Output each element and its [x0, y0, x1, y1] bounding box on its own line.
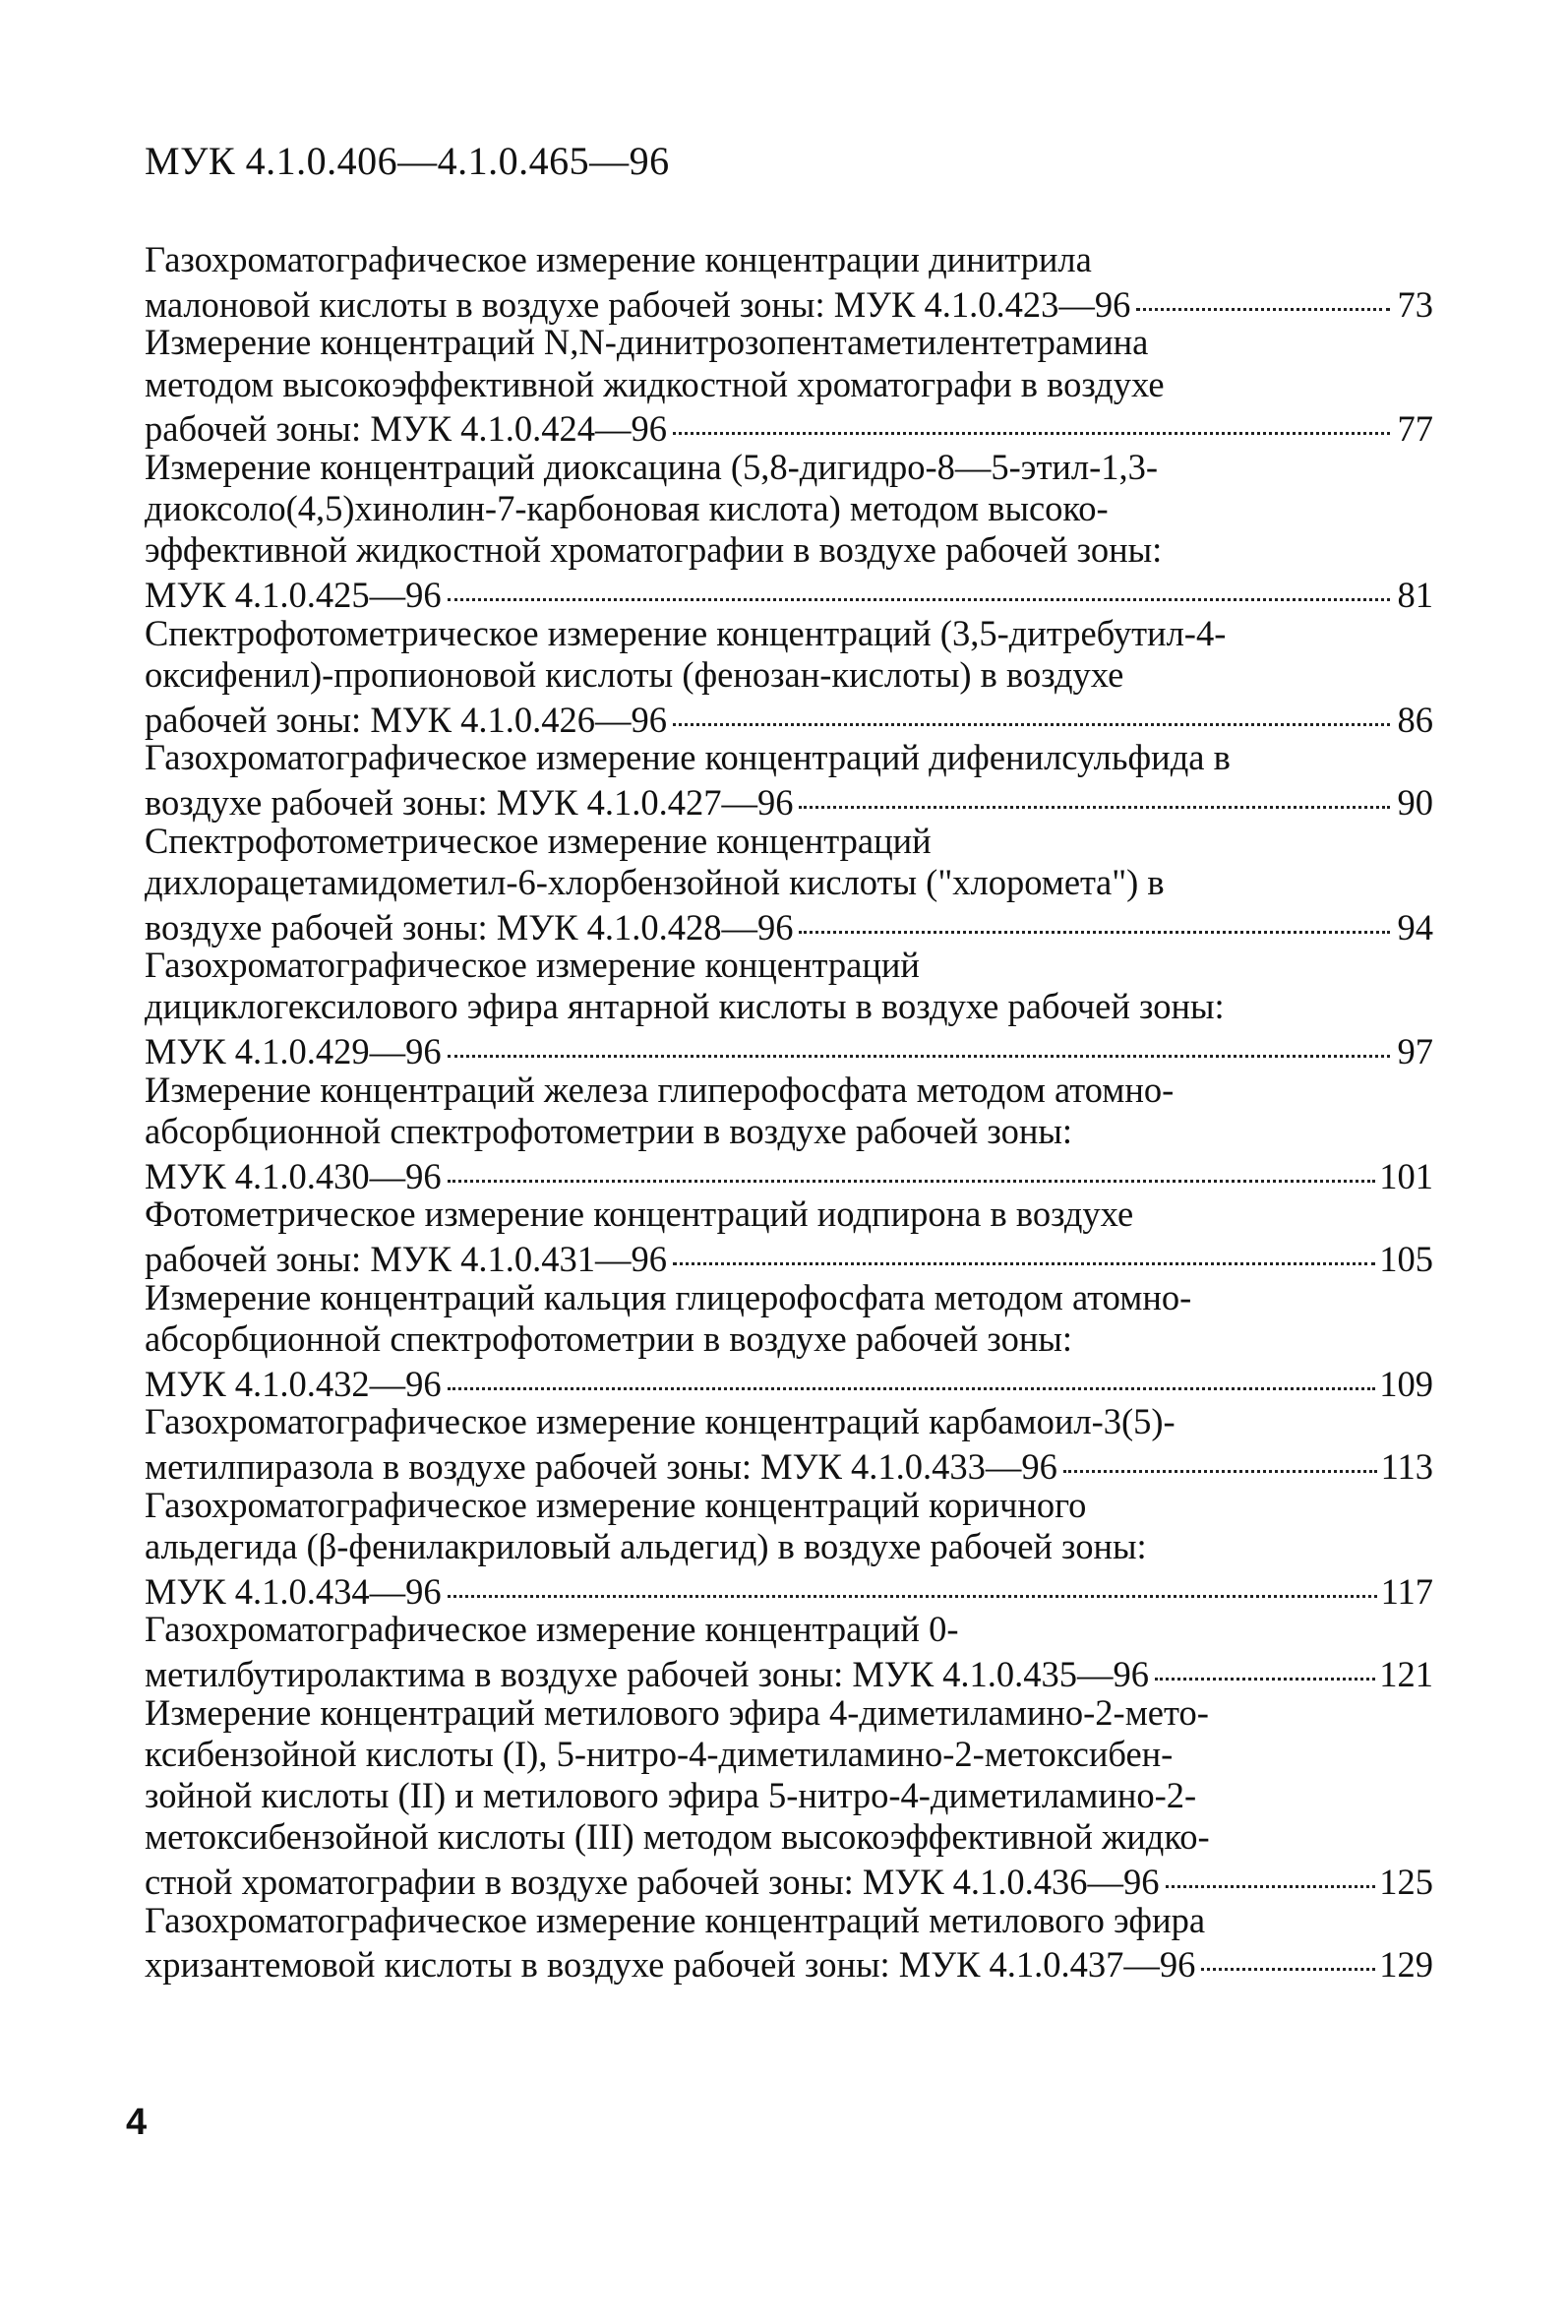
- toc-page-number: 113: [1380, 1445, 1433, 1487]
- toc-entry-text: МУК 4.1.0.429—96: [145, 1031, 442, 1072]
- toc-entry-line: [145, 239, 1433, 280]
- toc-entry[interactable]: [145, 1485, 1433, 1610]
- toc-entry-text: Измерение концентраций кальция глицерофосфата методом атомно-: [145, 1276, 1192, 1317]
- toc-entry-last-line: [145, 1442, 1433, 1487]
- toc-entry-text: рабочей зоны: МУК 4.1.0.431—96: [145, 1239, 667, 1279]
- toc-leader-dots: [1166, 1858, 1376, 1894]
- toc-leader-dots: [1136, 280, 1390, 317]
- toc-entry-last-line: [145, 1360, 1433, 1404]
- toc-leader-dots: [673, 696, 1390, 732]
- toc-entry[interactable]: [145, 447, 1433, 613]
- toc-page-number: 121: [1379, 1653, 1433, 1694]
- toc-leader-dots: [673, 405, 1390, 442]
- toc-leader-dots: [448, 572, 1390, 608]
- toc-entry-text: зойной кислоты (II) и метилового эфира 5-нитро-4-диметиламино-2-: [145, 1774, 1197, 1815]
- toc-entry-line: [145, 986, 1433, 1027]
- toc-entry-text: рабочей зоны: МУК 4.1.0.424—96: [145, 408, 667, 450]
- toc-leader-dots: [1063, 1442, 1377, 1479]
- toc-entry[interactable]: [145, 239, 1433, 325]
- toc-entry[interactable]: [145, 1609, 1433, 1694]
- toc-entry[interactable]: [145, 821, 1433, 946]
- toc-entry-text: Спектрофотометрическое измерение концентраций (3,5-дитребутил-4-: [145, 612, 1227, 653]
- toc-entry-line: [145, 654, 1433, 696]
- toc-entry-last-line: [145, 1567, 1433, 1612]
- toc-page-number: 101: [1379, 1155, 1433, 1196]
- toc-entry-text: методом высокоэффективной жидкостной хроматографи в воздухе: [145, 363, 1165, 404]
- toc-entry-text: Фотометрическое измерение концентраций иодпирона в воздухе: [145, 1193, 1134, 1235]
- toc-entry-text: эффективной жидкостной хроматографии в воздухе рабочей зоны:: [145, 529, 1163, 571]
- toc-entry-text: хризантемовой кислоты в воздухе рабочей зоны: МУК 4.1.0.437—96: [145, 1944, 1196, 1986]
- toc-entry-last-line: [145, 1941, 1433, 1986]
- toc-page-number: 129: [1379, 1944, 1433, 1986]
- toc-entry-text: Газохроматографическое измерение концентраций коричного: [145, 1484, 1087, 1525]
- toc-entry-text: Газохроматографическое измерение концентраций карбамоил-3(5)-: [145, 1401, 1176, 1442]
- toc-entry[interactable]: [145, 322, 1433, 450]
- toc-page-number: 90: [1397, 781, 1433, 823]
- toc-entry-last-line: [145, 280, 1433, 325]
- toc-entry-text: альдегида (β-фенилакриловый альдегид) в воздухе рабочей зоны:: [145, 1525, 1147, 1566]
- toc-page-number: 81: [1397, 575, 1433, 615]
- toc-entry-text: Газохроматографическое измерение концентраций метилового эфира: [145, 1899, 1206, 1940]
- toc-entry-line: [145, 1111, 1433, 1152]
- toc-page-number: 73: [1397, 283, 1433, 325]
- toc-page-number: 97: [1397, 1031, 1433, 1072]
- toc-entry-line: [145, 1900, 1433, 1941]
- toc-entry[interactable]: [145, 1070, 1433, 1194]
- toc-entry-text: Измерение концентраций диоксацина (5,8-дигидро-8—5-этил-1,3-: [145, 446, 1159, 487]
- toc-entry-last-line: [145, 1152, 1433, 1196]
- toc-leader-dots: [1155, 1650, 1375, 1686]
- toc-leader-dots: [799, 778, 1390, 815]
- toc-entry-text: воздухе рабочей зоны: МУК 4.1.0.428—96: [145, 906, 794, 948]
- table-of-contents: [145, 239, 1433, 1986]
- page-number: 4: [126, 2102, 148, 2143]
- toc-entry-text: абсорбционной спектрофотометрии в воздухе рабочей зоны:: [145, 1317, 1073, 1359]
- toc-entry-last-line: [145, 696, 1433, 740]
- toc-entry-line: [145, 1485, 1433, 1526]
- toc-leader-dots: [448, 1567, 1377, 1604]
- toc-entry-last-line: [145, 903, 1433, 948]
- toc-entry-text: Газохроматографическое измерение концентраций дифенилсульфида в: [145, 737, 1231, 778]
- toc-entry-last-line: [145, 405, 1433, 450]
- toc-entry-last-line: [145, 778, 1433, 823]
- toc-entry-text: стной хроматографии в воздухе рабочей зоны: МУК 4.1.0.436—96: [145, 1861, 1160, 1902]
- toc-entry-line: [145, 821, 1433, 862]
- toc-entry-line: [145, 1318, 1433, 1360]
- toc-entry-text: Газохроматографическое измерение концентраций 0-: [145, 1609, 959, 1650]
- toc-entry-last-line: [145, 1236, 1433, 1277]
- toc-entry-line: [145, 1277, 1433, 1318]
- toc-entry[interactable]: [145, 1899, 1433, 1986]
- toc-entry-last-line: [145, 1028, 1433, 1070]
- toc-entry-line: [145, 1526, 1433, 1567]
- toc-entry-line: [145, 945, 1433, 986]
- toc-entry-text: Спектрофотометрическое измерение концентраций: [145, 820, 932, 861]
- toc-entry-line: [145, 1775, 1433, 1816]
- toc-entry-text: Измерение концентраций N,N-динитрозопентаметилентетрамина: [145, 322, 1149, 363]
- toc-entry[interactable]: [145, 1401, 1433, 1487]
- toc-entry-text: абсорбционной спектрофотометрии в воздухе рабочей зоны:: [145, 1110, 1073, 1151]
- toc-leader-dots: [673, 1236, 1375, 1272]
- toc-entry[interactable]: [145, 1277, 1433, 1402]
- toc-entry-text: Газохроматографическое измерение концентрации динитрила: [145, 239, 1092, 279]
- toc-leader-dots: [448, 1360, 1376, 1396]
- toc-entry-line: [145, 1193, 1433, 1235]
- toc-entry[interactable]: [145, 613, 1433, 738]
- toc-entry-line: [145, 322, 1433, 363]
- toc-entry-text: дициклогексилового эфира янтарной кислоты в воздухе рабочей зоны:: [145, 986, 1225, 1027]
- toc-entry[interactable]: [145, 737, 1433, 823]
- toc-entry-line: [145, 364, 1433, 405]
- toc-entry-line: [145, 1692, 1433, 1734]
- toc-entry-line: [145, 1401, 1433, 1442]
- toc-entry-text: метилпиразола в воздухе рабочей зоны: МУК 4.1.0.433—96: [145, 1445, 1057, 1487]
- toc-entry-text: малоновой кислоты в воздухе рабочей зоны: МУК 4.1.0.423—96: [145, 283, 1131, 325]
- toc-entry[interactable]: [145, 945, 1433, 1070]
- toc-page-number: 125: [1379, 1861, 1433, 1902]
- toc-entry-text: диоксоло(4,5)хинолин-7-карбоновая кислота) методом высоко-: [145, 488, 1109, 529]
- toc-entry-line: [145, 488, 1433, 529]
- toc-entry-last-line: [145, 572, 1433, 613]
- toc-entry-text: МУК 4.1.0.434—96: [145, 1570, 442, 1612]
- toc-entry-line: [145, 613, 1433, 654]
- toc-entry-line: [145, 737, 1433, 778]
- toc-page-number: 86: [1397, 699, 1433, 740]
- toc-leader-dots: [1201, 1941, 1375, 1978]
- toc-entry-text: Газохроматографическое измерение концентраций: [145, 945, 920, 986]
- toc-entry[interactable]: [145, 1193, 1433, 1279]
- toc-entry-text: МУК 4.1.0.425—96: [145, 575, 442, 615]
- toc-entry-line: [145, 1816, 1433, 1858]
- toc-page-number: 77: [1397, 408, 1433, 450]
- page-header: МУК 4.1.0.406—4.1.0.465—96: [145, 139, 670, 183]
- toc-entry-text: Измерение концентраций железа глиперофосфата методом атомно-: [145, 1069, 1175, 1110]
- toc-entry-line: [145, 1734, 1433, 1775]
- toc-entry[interactable]: [145, 1692, 1433, 1900]
- toc-leader-dots: [799, 903, 1390, 940]
- toc-entry-line: [145, 529, 1433, 571]
- toc-entry-line: [145, 447, 1433, 488]
- toc-entry-line: [145, 862, 1433, 903]
- toc-entry-text: воздухе рабочей зоны: МУК 4.1.0.427—96: [145, 781, 794, 823]
- toc-entry-text: оксифенил)-пропионовой кислоты (фенозан-кислоты) в воздухе: [145, 653, 1124, 695]
- toc-entry-line: [145, 1070, 1433, 1111]
- toc-leader-dots: [448, 1028, 1390, 1065]
- toc-entry-text: рабочей зоны: МУК 4.1.0.426—96: [145, 699, 667, 740]
- toc-entry-text: Измерение концентраций метилового эфира 4-диметиламино-2-мето-: [145, 1691, 1209, 1733]
- toc-leader-dots: [448, 1152, 1376, 1189]
- toc-entry-line: [145, 1609, 1433, 1650]
- toc-entry-text: метилбутиролактима в воздухе рабочей зоны: МУК 4.1.0.435—96: [145, 1653, 1150, 1694]
- toc-page-number: 109: [1379, 1363, 1433, 1404]
- toc-entry-text: МУК 4.1.0.430—96: [145, 1155, 442, 1196]
- toc-entry-text: дихлорацетамидометил-6-хлорбензойной кислоты ("хлорометa") в: [145, 861, 1165, 902]
- toc-entry-text: МУК 4.1.0.432—96: [145, 1363, 442, 1404]
- toc-page-number: 105: [1379, 1239, 1433, 1279]
- toc-page-number: 117: [1380, 1570, 1433, 1612]
- toc-entry-text: ксибензойной кислоты (I), 5-нитро-4-диметиламино-2-метоксибен-: [145, 1733, 1174, 1774]
- toc-entry-last-line: [145, 1650, 1433, 1694]
- toc-entry-text: метоксибензойной кислоты (III) методом высокоэффективной жидко-: [145, 1816, 1210, 1858]
- toc-page-number: 94: [1397, 906, 1433, 948]
- toc-entry-last-line: [145, 1858, 1433, 1902]
